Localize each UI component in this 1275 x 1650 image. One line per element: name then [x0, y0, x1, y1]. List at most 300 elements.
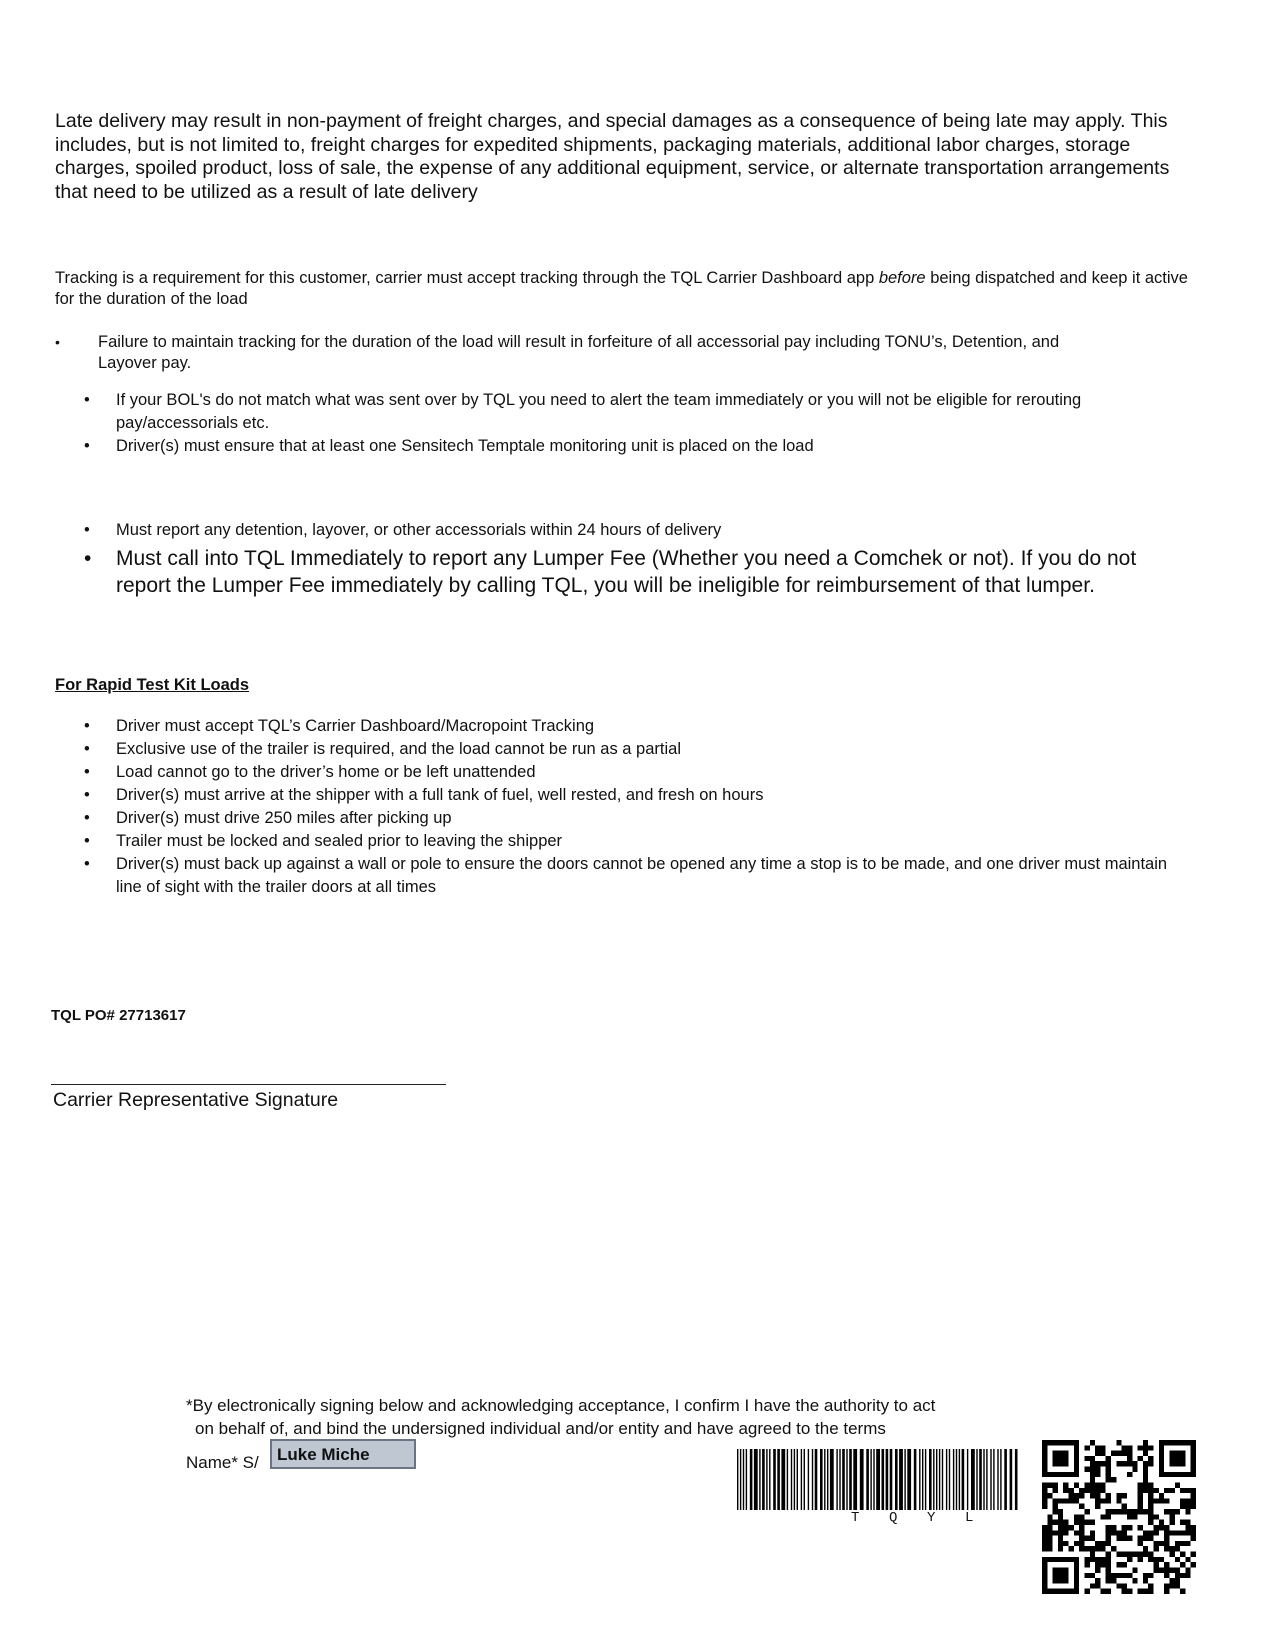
qr-module	[1079, 1536, 1084, 1541]
bullet-icon: •	[84, 391, 90, 409]
signature-label: Carrier Representative Signature	[53, 1089, 339, 1111]
qr-module	[1143, 1477, 1148, 1482]
qr-module	[1159, 1541, 1164, 1546]
barcode-bar	[866, 1449, 869, 1510]
qr-module	[1169, 1546, 1174, 1551]
qr-module	[1185, 1520, 1190, 1525]
bullet-icon: •	[84, 855, 90, 873]
qr-module	[1148, 1504, 1153, 1509]
qr-module	[1084, 1482, 1089, 1487]
qr-module	[1175, 1578, 1180, 1583]
qr-module	[1079, 1514, 1084, 1519]
qr-module	[1191, 1504, 1196, 1509]
qr-module	[1079, 1530, 1084, 1535]
qr-module	[1164, 1536, 1169, 1541]
qr-module	[1148, 1514, 1153, 1519]
barcode-bar	[907, 1449, 911, 1510]
qr-module	[1106, 1498, 1111, 1503]
qr-module	[1138, 1498, 1143, 1503]
qr-module	[1079, 1520, 1084, 1525]
qr-module	[1116, 1583, 1121, 1588]
barcode-bar	[890, 1449, 893, 1510]
qr-module	[1047, 1520, 1052, 1525]
qr-module	[1116, 1493, 1121, 1498]
qr-module	[1116, 1509, 1121, 1514]
barcode-bar	[804, 1449, 805, 1510]
qr-module	[1090, 1583, 1095, 1588]
rapid-bullet	[84, 784, 1194, 807]
tracking-text-after: being dispatched and keep it active for the duration of the load	[55, 269, 1188, 308]
qr-module	[1095, 1583, 1100, 1588]
bullet-text-line2: Layover pay.	[98, 354, 192, 372]
qr-module	[1079, 1488, 1084, 1493]
qr-module	[1095, 1482, 1100, 1487]
barcode-bar	[781, 1449, 785, 1510]
qr-module	[1100, 1541, 1105, 1546]
qr-module	[1185, 1504, 1190, 1509]
barcode-bar	[801, 1449, 802, 1510]
qr-module	[1159, 1493, 1164, 1498]
barcode-bar	[971, 1449, 975, 1510]
qr-module	[1185, 1557, 1190, 1562]
rapid-test-kit-heading: For Rapid Test Kit Loads	[55, 676, 250, 694]
qr-module	[1143, 1552, 1148, 1557]
qr-module	[1063, 1498, 1068, 1503]
qr-module	[1138, 1504, 1143, 1509]
qr-module	[1148, 1557, 1153, 1562]
qr-module	[1143, 1530, 1148, 1535]
qr-module	[1100, 1482, 1105, 1487]
qr-module	[1090, 1557, 1095, 1562]
qr-module	[1042, 1482, 1047, 1487]
qr-module	[1106, 1557, 1111, 1562]
qr-module	[1095, 1498, 1100, 1503]
barcode-bar	[839, 1449, 840, 1510]
qr-module	[1164, 1525, 1169, 1530]
qr-module	[1154, 1498, 1159, 1503]
barcode-bar	[812, 1449, 813, 1510]
barcode-bar	[914, 1449, 917, 1510]
barcode-bar	[953, 1449, 954, 1510]
qr-module	[1180, 1488, 1185, 1493]
qr-module	[1100, 1546, 1105, 1551]
bullet-text: Driver(s) must arrive at the shipper with a full tank of fuel, well rested, and fresh on hours	[116, 786, 764, 804]
qr-module	[1138, 1488, 1143, 1493]
barcode-bar	[750, 1449, 753, 1510]
qr-module	[1074, 1514, 1079, 1519]
qr-module	[1138, 1525, 1143, 1530]
qr-module	[1191, 1536, 1196, 1541]
qr-module	[1154, 1530, 1159, 1535]
qr-module	[1069, 1493, 1074, 1498]
qr-module	[1164, 1589, 1169, 1594]
qr-module	[1084, 1467, 1089, 1472]
qr-module	[1106, 1525, 1111, 1530]
qr-module	[1042, 1541, 1047, 1546]
bullet-text: Exclusive use of the trailer is required, and the load cannot be run as a partial	[116, 740, 681, 758]
qr-module	[1122, 1509, 1127, 1514]
barcode-bar	[882, 1449, 885, 1510]
qr-module	[1143, 1467, 1148, 1472]
qr-module	[1047, 1536, 1052, 1541]
barcode-bar	[919, 1449, 920, 1510]
qr-module	[1169, 1488, 1174, 1493]
tracking-requirement-paragraph	[55, 268, 1205, 310]
bullet-text: Load cannot go to the driver’s home or be left unattended	[116, 763, 536, 781]
qr-module	[1095, 1461, 1100, 1466]
signature-line	[51, 1084, 446, 1085]
name-label: Name* S/	[186, 1453, 259, 1472]
bullet-text: Must call into TQL Immediately to report any Lumper Fee (Whether you need a Comchek or not). If you do not report the Lumper Fee immediately by calling TQL, you will be ineligible for reimbursement of that lumper.	[116, 547, 1137, 597]
bullet-text: Must report any detention, layover, or other accessorials within 24 hours of delivery	[116, 521, 722, 539]
qr-module	[1058, 1546, 1063, 1551]
qr-module	[1095, 1557, 1100, 1562]
barcode-bar	[904, 1449, 905, 1510]
qr-module	[1148, 1583, 1153, 1588]
qr-module	[1164, 1488, 1169, 1493]
qr-module	[1100, 1445, 1105, 1450]
qr-module	[1154, 1562, 1159, 1567]
qr-module	[1169, 1530, 1174, 1535]
qr-module	[1185, 1488, 1190, 1493]
qr-module	[1111, 1509, 1116, 1514]
qr-module	[1180, 1530, 1185, 1535]
qr-module	[1143, 1488, 1148, 1493]
barcode-char: L	[965, 1510, 974, 1526]
barcode-bar	[997, 1449, 998, 1510]
qr-module	[1191, 1530, 1196, 1535]
qr-module	[1079, 1525, 1084, 1530]
qr-module	[1053, 1520, 1058, 1525]
qr-module	[1180, 1498, 1185, 1503]
qr-module	[1116, 1530, 1121, 1535]
barcode-bar	[895, 1449, 898, 1510]
qr-module	[1084, 1488, 1089, 1493]
qr-module	[1069, 1546, 1074, 1551]
barcode-bar	[773, 1449, 776, 1510]
qr-module	[1169, 1567, 1174, 1572]
qr-module	[1106, 1493, 1111, 1498]
bullet-lumper-fee	[84, 545, 1194, 599]
qr-module	[1143, 1578, 1148, 1583]
qr-module	[1127, 1445, 1132, 1450]
qr-module	[1180, 1504, 1185, 1509]
barcode-bar	[925, 1449, 926, 1510]
qr-module	[1106, 1536, 1111, 1541]
qr-module	[1053, 1451, 1069, 1467]
bullet-text: Driver(s) must drive 250 miles after picking up	[116, 809, 452, 827]
qr-module	[1148, 1536, 1153, 1541]
qr-module	[1069, 1488, 1074, 1493]
barcode-bar	[743, 1449, 744, 1510]
bullet-icon: •	[84, 786, 90, 804]
rapid-bullet	[84, 715, 1194, 738]
qr-module	[1191, 1498, 1196, 1503]
qr-module	[1175, 1541, 1180, 1546]
qr-module	[1111, 1525, 1116, 1530]
qr-module	[1143, 1536, 1148, 1541]
qr-module	[1116, 1498, 1121, 1503]
qr-module	[1090, 1493, 1095, 1498]
qr-module	[1191, 1493, 1196, 1498]
qr-module	[1053, 1498, 1058, 1503]
rapid-bullet	[84, 853, 1194, 899]
barcode-bar	[746, 1449, 747, 1510]
barcode-bar	[740, 1449, 741, 1510]
qr-module	[1148, 1461, 1153, 1466]
qr-module	[1148, 1493, 1153, 1498]
qr-module	[1122, 1493, 1127, 1498]
qr-module	[1122, 1573, 1127, 1578]
qr-module	[1132, 1552, 1137, 1557]
barcode-bar	[769, 1449, 770, 1510]
qr-module	[1084, 1589, 1089, 1594]
qr-module	[1127, 1514, 1132, 1519]
barcode-icon	[737, 1449, 1019, 1510]
qr-module	[1084, 1456, 1089, 1461]
qr-module	[1063, 1530, 1068, 1535]
barcode-bar	[876, 1449, 880, 1510]
qr-module	[1042, 1536, 1047, 1541]
qr-module	[1090, 1530, 1095, 1535]
barcode-bar	[967, 1449, 968, 1510]
qr-module	[1185, 1567, 1190, 1572]
qr-module	[1074, 1498, 1079, 1503]
qr-module	[1090, 1456, 1095, 1461]
qr-module	[1143, 1589, 1148, 1594]
bullet-text: Trailer must be locked and sealed prior to leaving the shipper	[116, 832, 563, 850]
qr-module	[1175, 1530, 1180, 1535]
qr-module	[1169, 1552, 1174, 1557]
barcode-bar	[794, 1449, 795, 1510]
qr-module	[1100, 1451, 1105, 1456]
barcode-bar	[959, 1449, 960, 1510]
qr-module	[1058, 1541, 1063, 1546]
qr-module	[1116, 1440, 1121, 1445]
qr-module	[1132, 1461, 1137, 1466]
qr-module	[1169, 1451, 1185, 1467]
qr-module	[1074, 1493, 1079, 1498]
barcode-bar	[849, 1449, 852, 1510]
qr-module	[1079, 1541, 1084, 1546]
qr-module	[1111, 1578, 1116, 1583]
qr-module	[1180, 1520, 1185, 1525]
qr-module	[1148, 1509, 1153, 1514]
barcode-bar	[946, 1449, 947, 1510]
qr-module	[1100, 1498, 1105, 1503]
qr-module	[1143, 1573, 1148, 1578]
qr-module	[1122, 1589, 1127, 1594]
barcode-char: Q	[889, 1510, 898, 1526]
barcode-bar	[922, 1449, 923, 1510]
qr-module	[1084, 1509, 1089, 1514]
qr-module	[1143, 1482, 1148, 1487]
qr-module	[1111, 1546, 1116, 1551]
qr-module	[1106, 1467, 1111, 1472]
qr-module	[1100, 1589, 1105, 1594]
bullet-icon: •	[84, 717, 90, 735]
qr-module	[1143, 1445, 1148, 1450]
rapid-bullet	[84, 830, 1194, 853]
qr-module	[1053, 1488, 1058, 1493]
qr-module	[1127, 1573, 1132, 1578]
rapid-bullet	[84, 807, 1194, 830]
qr-module	[1191, 1562, 1196, 1567]
qr-module	[1042, 1498, 1047, 1503]
qr-module	[1090, 1552, 1095, 1557]
qr-module	[1132, 1567, 1137, 1572]
qr-module	[1127, 1557, 1132, 1562]
qr-module	[1084, 1536, 1089, 1541]
bullet-bol-mismatch	[84, 389, 1194, 435]
qr-module	[1100, 1562, 1105, 1567]
bullet-text: Driver(s) must ensure that at least one Sensitech Temptale monitoring unit is placed on the load	[116, 437, 814, 455]
qr-module	[1138, 1552, 1143, 1557]
qr-module	[1116, 1461, 1121, 1466]
qr-module	[1074, 1530, 1079, 1535]
qr-module	[1106, 1461, 1111, 1466]
qr-module	[1122, 1530, 1127, 1535]
barcode-bar	[979, 1449, 982, 1510]
qr-module	[1138, 1589, 1143, 1594]
qr-module	[1138, 1482, 1143, 1487]
qr-module	[1138, 1445, 1143, 1450]
barcode-bar	[990, 1449, 991, 1510]
qr-module	[1154, 1541, 1159, 1546]
qr-module	[1090, 1520, 1095, 1525]
barcode-char: Y	[927, 1510, 936, 1526]
qr-module	[1106, 1589, 1111, 1594]
qr-module	[1169, 1583, 1174, 1588]
qr-module	[1047, 1541, 1052, 1546]
tracking-text-before: Tracking is a requirement for this customer, carrier must accept tracking through the TQL Carrier Dashboard app	[55, 269, 879, 287]
barcode-bar	[754, 1449, 758, 1510]
qr-module	[1079, 1546, 1084, 1551]
qr-module	[1069, 1498, 1074, 1503]
qr-module	[1127, 1472, 1132, 1477]
bullet-sensitech-unit	[84, 435, 1194, 458]
qr-module	[1100, 1514, 1105, 1519]
qr-module	[1159, 1557, 1164, 1562]
name-signature-field[interactable]: Luke Miche	[270, 1439, 416, 1469]
qr-module	[1100, 1557, 1105, 1562]
qr-module	[1095, 1578, 1100, 1583]
qr-module	[1106, 1514, 1111, 1519]
qr-module	[1175, 1557, 1180, 1562]
qr-module	[1095, 1493, 1100, 1498]
barcode-bar	[846, 1449, 847, 1510]
qr-module	[1154, 1546, 1159, 1551]
rapid-bullet	[84, 738, 1194, 761]
qr-module	[1090, 1488, 1095, 1493]
qr-module	[1111, 1573, 1116, 1578]
bullet-text-line1: Failure to maintain tracking for the duration of the load will result in forfeiture of all accessorial pay including TONU’s, Detention, and	[98, 333, 1060, 351]
qr-module	[1143, 1509, 1148, 1514]
barcode-bar	[830, 1449, 834, 1510]
qr-module	[1164, 1562, 1169, 1567]
qr-module	[1191, 1488, 1196, 1493]
barcode-bar	[886, 1449, 889, 1510]
qr-module	[1084, 1562, 1089, 1567]
barcode-bar	[759, 1449, 760, 1510]
barcode-bar	[956, 1449, 957, 1510]
barcode-bar	[797, 1449, 798, 1510]
qr-module	[1058, 1530, 1063, 1535]
qr-module	[1053, 1567, 1069, 1583]
bullet-icon: •	[84, 547, 92, 570]
qr-module	[1127, 1461, 1132, 1466]
barcode-bar	[873, 1449, 874, 1510]
qr-module	[1154, 1514, 1159, 1519]
qr-module	[1148, 1589, 1153, 1594]
barcode-bar	[929, 1449, 932, 1510]
qr-module	[1180, 1541, 1185, 1546]
qr-module	[1143, 1472, 1148, 1477]
qr-module	[1042, 1525, 1047, 1530]
qr-module	[1127, 1509, 1132, 1514]
bullet-tracking-failure	[55, 332, 1205, 374]
qr-module	[1100, 1461, 1105, 1466]
qr-module	[1122, 1552, 1127, 1557]
qr-module	[1111, 1451, 1116, 1456]
qr-module	[1063, 1525, 1068, 1530]
qr-module	[1090, 1482, 1095, 1487]
qr-module	[1058, 1509, 1063, 1514]
qr-module	[1047, 1530, 1052, 1535]
bullet-icon: •	[55, 334, 60, 350]
qr-module	[1074, 1541, 1079, 1546]
rapid-bullet	[84, 761, 1194, 784]
acknowledgement-line1: *By electronically signing below and acknowledging acceptance, I confirm I have the authority to act	[186, 1396, 936, 1415]
qr-module	[1106, 1472, 1111, 1477]
qr-module	[1127, 1552, 1132, 1557]
barcode-bar	[766, 1449, 767, 1510]
qr-module	[1111, 1530, 1116, 1535]
qr-module	[1164, 1498, 1169, 1503]
late-delivery-paragraph: Late delivery may result in non-payment of freight charges, and special damages as a consequence of being late may apply. This includes, but is not limited to, freight charges for expedited shipments, packaging materials, additional labor charges, storage charges, spoiled product, loss of sale, the expense of any additional equipment, service, or alternate transportation arrangements that need to be utilized as a result of late delivery	[55, 110, 1170, 203]
qr-module	[1185, 1530, 1190, 1535]
qr-module	[1169, 1578, 1174, 1583]
qr-module	[1127, 1589, 1132, 1594]
qr-module	[1106, 1530, 1111, 1535]
qr-module	[1127, 1451, 1132, 1456]
qr-module	[1063, 1541, 1068, 1546]
barcode-bar	[1000, 1449, 1001, 1510]
qr-module	[1180, 1573, 1185, 1578]
qr-module	[1079, 1504, 1084, 1509]
qr-module	[1090, 1461, 1095, 1466]
barcode-bar	[939, 1449, 940, 1510]
qr-module	[1154, 1567, 1159, 1572]
qr-module	[1132, 1578, 1137, 1583]
qr-module	[1095, 1467, 1100, 1472]
barcode-bar	[791, 1449, 792, 1510]
qr-module	[1122, 1536, 1127, 1541]
bullet-icon: •	[84, 832, 90, 850]
qr-module	[1106, 1567, 1111, 1572]
qr-module	[1148, 1530, 1153, 1535]
qr-module	[1127, 1456, 1132, 1461]
qr-module	[1106, 1477, 1111, 1482]
qr-module	[1069, 1525, 1074, 1530]
qr-module	[1042, 1504, 1047, 1509]
qr-module	[1175, 1583, 1180, 1588]
barcode-bar	[949, 1449, 950, 1510]
barcode-bar	[962, 1449, 965, 1510]
qr-module	[1058, 1520, 1063, 1525]
qr-module	[1047, 1546, 1052, 1551]
barcode-bar	[777, 1449, 780, 1510]
